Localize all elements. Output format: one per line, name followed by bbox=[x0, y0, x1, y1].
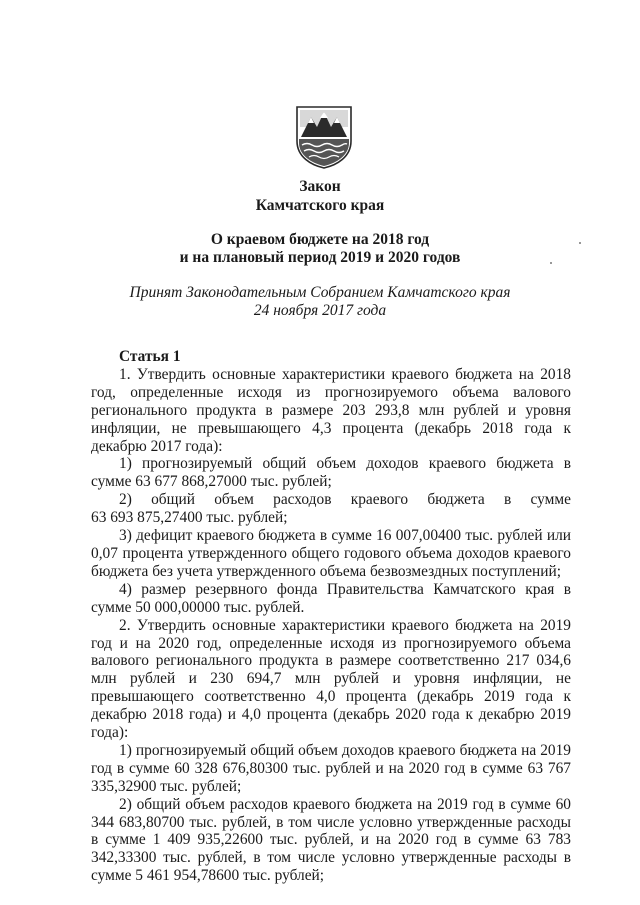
law-title: Закон bbox=[299, 178, 341, 195]
item-2-1: 1) прогнозируемый общий объем доходов краевого бюджета на 2019 год в сумме 60 328 676,80300 тыс. рублей и на 2020 год в сумме 63 767 335,32900 тыс. рублей; bbox=[91, 741, 571, 795]
paragraph-1: 1. Утвердить основные характеристики краевого бюджета на 2018 год, определенные исходя из прогнозируемого объема валового регионального продукта в размере 203 293,8 млн рублей и уровня инфляции, не превышающего 4,3 процента (декабрь 2018 года к декабрю 2017 года): bbox=[91, 365, 571, 455]
item-2-2: 2) общий объем расходов краевого бюджета на 2019 год в сумме 60 344 683,80700 тыс. рублей, в том числе условно утвержденные расходы в сумме 1 409 935,22600 тыс. рублей, и на 2020 год в сумме 63 783 342,33300 тыс. рублей, в том числе условно утвержденные расходы в сумме 5 461 954,78600 тыс. рублей; bbox=[91, 795, 571, 885]
article-heading: Статья 1 bbox=[119, 348, 181, 365]
adoption-date: 24 ноября 2017 года bbox=[253, 302, 387, 319]
law-subject-line2: и на плановый период 2019 и 2020 годов bbox=[179, 249, 461, 266]
scan-speck bbox=[550, 262, 552, 264]
law-region: Камчатского края bbox=[255, 197, 385, 214]
scan-speck bbox=[579, 242, 581, 244]
item-1-1: 1) прогнозируемый общий объем доходов краевого бюджета в сумме 63 677 868,27000 тыс. рублей; bbox=[91, 455, 571, 491]
law-body bbox=[91, 348, 571, 885]
item-1-2-line: 2) общий объем расходов краевого бюджета в сумме bbox=[119, 491, 571, 509]
item-1-4: 4) размер резервного фонда Правительства Камчатского края в сумме 50 000,00000 тыс. рублей. bbox=[91, 580, 571, 616]
item-1-2-tail: 63 693 875,27400 тыс. рублей; bbox=[91, 509, 288, 527]
law-subject-line1: О краевом бюджете на 2018 год bbox=[210, 231, 430, 248]
adopted-by: Принят Законодательным Собранием Камчатского края bbox=[129, 284, 511, 301]
item-1-3: 3) дефицит краевого бюджета в сумме 16 007,00400 тыс. рублей или 0,07 процента утвержденного общего годового объема доходов краевого бюджета без учета утвержденного объема безвозмездных поступлений; bbox=[91, 527, 571, 580]
coat-of-arms-emblem bbox=[293, 103, 355, 169]
paragraph-2: 2. Утвердить основные характеристики краевого бюджета на 2019 год и на 2020 год, определенные исходя из прогнозируемого объема валового регионального продукта в размере соответственно 217 034,6 млн рублей и 230 694,7 млн рублей и уровня инфляции, не превышающего соответственно 4,0 процента (декабрь 2019 года к декабрю 2018 года) и 4,0 процента (декабрь 2020 года к декабрю 2019 года): bbox=[91, 616, 571, 742]
